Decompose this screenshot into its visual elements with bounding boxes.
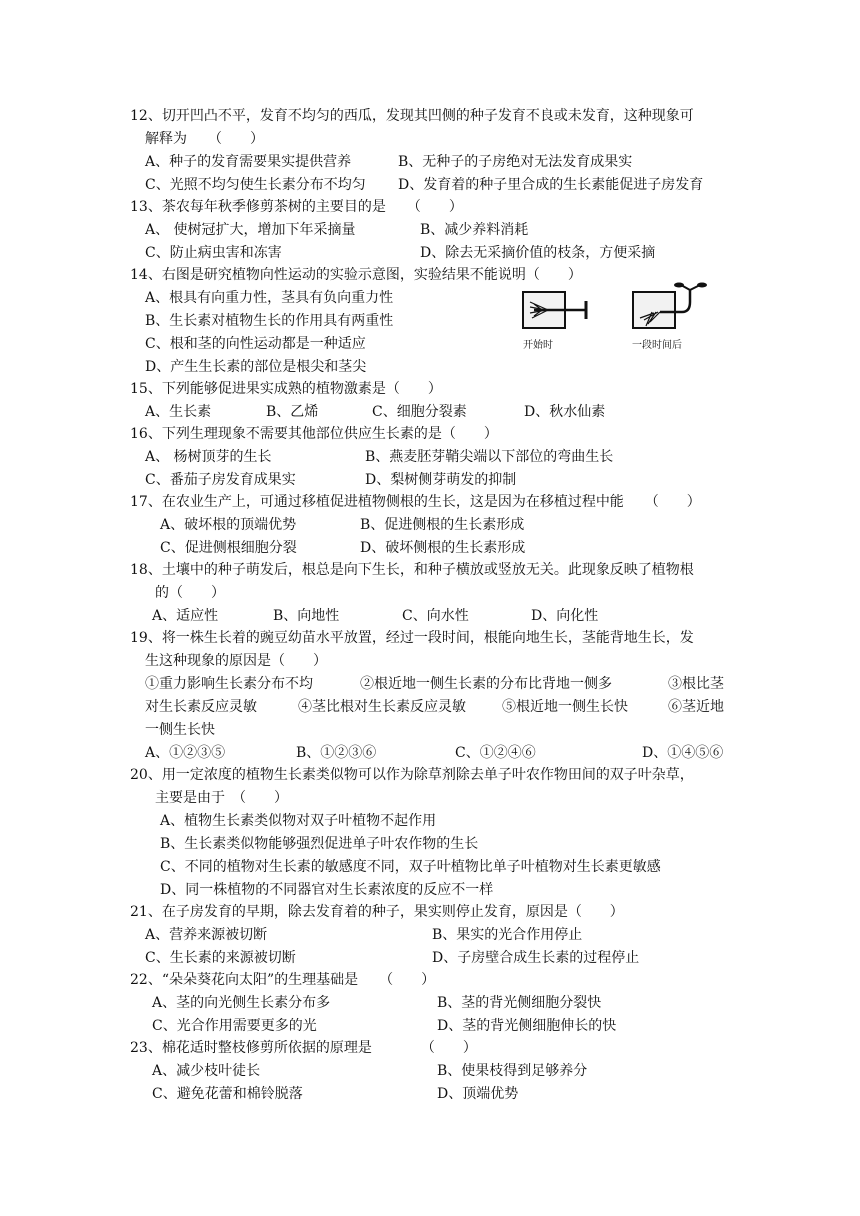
question-12-option-a: A、种子的发育需要果实提供营养 [145,154,352,170]
question-21-option-d: D、子房壁合成生长素的过程停止 [432,950,640,966]
question-18-option-b: B、向地性 [273,608,340,624]
question-13-option-b: B、减少养料消耗 [420,222,529,238]
question-22-stem: 22、“朵朵葵花向太阳”的生理基础是 （ ） [130,972,436,988]
question-15-option-a: A、生长素 [145,404,212,420]
question-19-statement-1: ①重力影响生长素分布不均 [145,676,313,692]
question-22-option-d: D、茎的背光侧细胞伸长的快 [437,1018,617,1034]
question-14-option-b: B、生长素对植物生长的作用具有两重性 [145,313,394,329]
question-23-stem: 23、棉花适时整枝修剪所依据的原理是 （ ） [130,1040,477,1056]
question-15-option-c: C、细胞分裂素 [372,404,467,420]
question-15-option-d: D、秋水仙素 [524,404,606,420]
question-20-stem-line1: 20、用一定浓度的植物生长素类似物可以作为除草剂除去单子叶农作物田间的双子叶杂草， [130,767,694,783]
question-19-option-b: B、①②③⑥ [296,745,377,761]
question-13-option-c: C、防止病虫害和冻害 [145,245,282,261]
tropism-diagram [520,282,735,342]
question-19-statement-2: ②根近地一侧生长素的分布比背地一侧多 [360,676,612,692]
question-17-option-d: D、破坏侧根的生长素形成 [360,540,526,556]
question-12-stem-line2: 解释为 （ ） [145,131,264,147]
question-19-option-a: A、①②③⑤ [145,745,226,761]
question-19-statement-5: ⑤根近地一侧生长快 [502,699,628,715]
question-12-stem-line1: 12、切开凹凸不平，发育不均匀的西瓜，发现其凹侧的种子发育不良或未发育，这种现象可 [130,108,694,124]
question-18-stem-line1: 18、土壤中的种子萌发后，根总是向下生长，和种子横放或竖放无关。此现象反映了植物根 [130,562,694,578]
seedling-start-drawing [523,292,586,328]
question-17-option-a: A、破坏根的顶端优势 [160,517,297,533]
question-19-stem-line1: 19、将一株生长着的豌豆幼苗水平放置，经过一段时间，根能向地生长，茎能背地生长，发 [130,630,694,646]
question-23-option-c: C、避免花蕾和棉铃脱落 [152,1086,303,1102]
question-16-option-c: C、番茄子房发育成果实 [145,472,296,488]
question-19-statement-6-end: 一侧生长快 [145,722,215,738]
question-16-stem: 16、下列生理现象不需要其他部位供应生长素的是（ ） [130,426,498,442]
question-23-option-a: A、减少枝叶徒长 [152,1063,261,1079]
question-18-stem-line2: 的（ ） [155,585,225,601]
question-21-option-b: B、果实的光合作用停止 [432,927,583,943]
question-12-option-c: C、光照不均匀使生长素分布不均匀 [145,177,366,193]
question-12-option-b: B、无种子的子房绝对无法发育成果实 [398,154,633,170]
question-19-statement-6-start: ⑥茎近地 [668,699,724,715]
question-14-option-c: C、根和茎的向性运动都是一种适应 [145,336,366,352]
question-19-statement-3-end: 对生长素反应灵敏 [145,699,257,715]
question-18-option-d: D、向化性 [531,608,599,624]
question-16-option-a: A、 杨树顶芽的生长 [145,449,272,465]
question-22-option-a: A、茎的向光侧生长素分布多 [152,995,331,1011]
seedling-after-drawing [633,283,707,329]
question-18-option-a: A、适应性 [152,608,219,624]
question-13-stem: 13、茶农每年秋季修剪茶树的主要目的是 （ ） [130,199,463,215]
question-22-option-b: B、茎的背光侧细胞分裂快 [437,995,602,1011]
question-23-option-b: B、使果枝得到足够养分 [437,1063,588,1079]
question-19-stem-line2: 生这种现象的原因是（ ） [145,653,327,669]
question-12-option-d: D、发育着的种子里合成的生长素能促进子房发育 [398,177,704,193]
question-17-stem: 17、在农业生产上，可通过移植促进植物侧根的生长，这是因为在移植过程中能 （ ） [130,494,701,510]
question-16-option-b: B、燕麦胚芽鞘尖端以下部位的弯曲生长 [365,449,614,465]
question-14-option-d: D、产生生长素的部位是根尖和茎尖 [145,359,367,375]
question-20-option-d: D、同一株植物的不同器官对生长素浓度的反应不一样 [160,882,494,898]
question-18-option-c: C、向水性 [402,608,469,624]
question-15-stem: 15、下列能够促进果实成熟的植物激素是（ ） [130,381,442,397]
question-16-option-d: D、梨树侧芽萌发的抑制 [365,472,517,488]
tropism-experiment-figure [520,282,735,354]
question-20-stem-line2: 主要是由于 （ ） [155,790,288,806]
question-20-option-a: A、植物生长素类似物对双子叶植物不起作用 [160,813,437,829]
question-20-option-c: C、不同的植物对生长素的敏感度不同，双子叶植物比单子叶植物对生长素更敏感 [160,859,661,875]
question-20-option-b: B、生长素类似物能够强烈促进单子叶农作物的生长 [160,836,479,852]
question-22-option-c: C、光合作用需要更多的光 [152,1018,317,1034]
question-19-option-d: D、①④⑤⑥ [642,745,724,761]
question-13-option-d: D、除去无采摘价值的枝条，方便采摘 [420,245,656,261]
question-19-statement-3-start: ③根比茎 [668,676,724,692]
question-21-stem: 21、在子房发育的早期，除去发育着的种子，果实则停止发育，原因是（ ） [130,904,624,920]
question-14-stem: 14、右图是研究植物向性运动的实验示意图，实验结果不能说明（ ） [130,267,582,283]
question-19-option-c: C、①②④⑥ [455,745,536,761]
figure-label-start: 开始时 [523,340,553,351]
question-21-option-c: C、生长素的来源被切断 [145,950,296,966]
figure-label-after: 一段时间后 [632,340,682,351]
question-19-statement-4: ④茎比根对生长素反应灵敏 [298,699,466,715]
question-17-option-b: B、促进侧根的生长素形成 [360,517,525,533]
question-14-option-a: A、根具有向重力性，茎具有负向重力性 [145,290,394,306]
question-23-option-d: D、顶端优势 [437,1086,519,1102]
question-21-option-a: A、营养来源被切断 [145,927,268,943]
question-15-option-b: B、乙烯 [266,404,319,420]
question-13-option-a: A、 使树冠扩大，增加下年采摘量 [145,222,356,238]
question-17-option-c: C、促进侧根细胞分裂 [160,540,297,556]
